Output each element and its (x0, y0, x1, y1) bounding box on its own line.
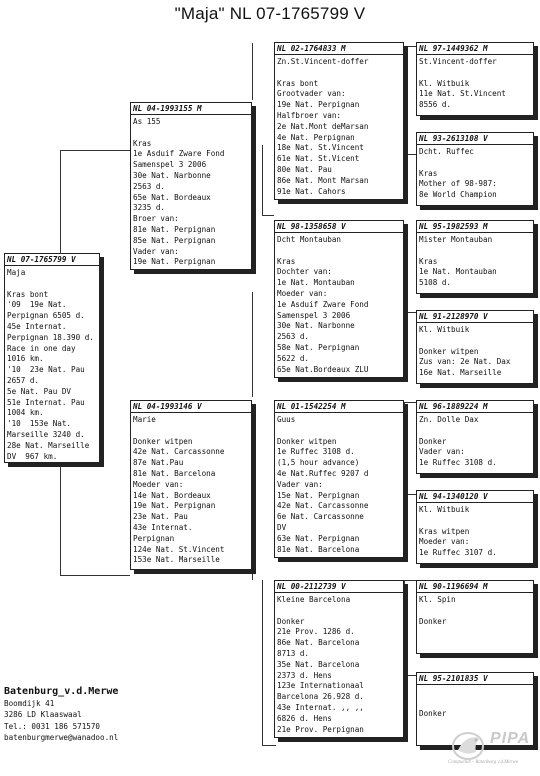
detail-line: Perpignan (133, 533, 175, 543)
pigeon-card-sire-sire (274, 42, 404, 200)
detail-line: 86e Nat. Mont Marsan (277, 175, 369, 185)
detail-line: Perpignan 18.390 d. (7, 332, 94, 342)
detail-line: Dochter van: (277, 267, 332, 277)
pigeon-details (7, 268, 97, 462)
connector-line (404, 402, 416, 403)
detail-line: 1e Asduif Zware Fond (133, 149, 225, 159)
detail-line: Kras bont (7, 289, 49, 299)
detail-line: 15e Nat. Perpignan (277, 490, 360, 500)
connector-line (262, 145, 263, 215)
detail-line: 35e Nat. Barcelona (277, 659, 360, 669)
connector-line (404, 224, 405, 312)
pigeon-details (277, 235, 401, 375)
detail-line: Maja (7, 268, 26, 277)
pigeon-card-dam (130, 400, 252, 570)
connector-line (60, 150, 130, 151)
detail-line: Mother of 98-987: (419, 179, 497, 189)
detail-line: Perpignan 6505 d. (7, 311, 85, 321)
detail-line: 65e Nat. Bordeaux (133, 192, 211, 202)
pigeon-details (419, 687, 531, 719)
detail-line: 80e Nat. Pau (277, 164, 332, 174)
connector-line (252, 43, 253, 100)
detail-line: 28e Nat. Marseille (7, 440, 90, 450)
detail-line: Kl. Witbuik (419, 505, 470, 514)
detail-line: Vader van: (419, 447, 465, 457)
ring-number: NL 96-1889224 M (417, 401, 533, 413)
owner-email: batenburgmerwe@wanadoo.nl (4, 733, 119, 743)
detail-line: 19e Nat. Perpignan (133, 257, 216, 267)
pigeon-card-dam-dam (274, 580, 404, 738)
detail-line: Moeder van: (419, 537, 470, 547)
detail-line: Moeder van: (277, 288, 328, 298)
detail-line: Zn. Dolle Dax (419, 415, 479, 424)
detail-line: Donker witpen (419, 346, 479, 356)
ring-number: NL 94-1340120 V (417, 491, 533, 503)
detail-line: 1e Ruffec 3108 d. (277, 447, 355, 457)
detail-line: (1,5 hour advance) (277, 458, 360, 468)
detail-line: Donker (419, 616, 447, 626)
pigeon-card-ds-dam (416, 490, 534, 564)
connector-line (404, 675, 416, 676)
connector-line (404, 46, 416, 47)
detail-line: 81e Nat. Barcelona (133, 468, 216, 478)
detail-line (7, 279, 97, 290)
pigeon-details (419, 235, 531, 289)
detail-line: 81e Nat. Barcelona (277, 544, 360, 554)
connector-line (262, 745, 276, 746)
detail-line: 5108 d. (419, 278, 452, 288)
detail-line: 1016 km. (7, 354, 44, 364)
detail-line: 123e Internationaal (277, 681, 364, 691)
detail-line: Dcht. Ruffec (419, 147, 474, 156)
detail-line: 2563 d. (277, 332, 310, 342)
detail-line (419, 158, 531, 169)
pigeon-details (277, 415, 401, 555)
ring-number: NL 02-1764833 M (275, 43, 403, 55)
detail-line: Race in one day (7, 343, 76, 353)
detail-line: 4e Nat.Ruffec 9207 d (277, 468, 369, 478)
ring-number: NL 97-1449362 M (417, 43, 533, 55)
detail-line: Samenspel 3 2006 (277, 310, 351, 320)
pigeon-card-ss-sire (416, 42, 534, 116)
detail-line: 81e Nat. Perpignan (133, 224, 216, 234)
connector-line (404, 580, 416, 581)
detail-line: Kleine Barcelona (277, 595, 351, 604)
pigeon-details (277, 595, 401, 735)
detail-line: Vader van: (277, 479, 323, 489)
detail-line: 87e Nat.Pau (133, 458, 184, 468)
detail-line: Kras (419, 168, 438, 178)
detail-line: DV 967 km. (7, 451, 58, 461)
pigeon-card-dam-sire (274, 400, 404, 558)
detail-line (419, 68, 531, 79)
detail-line: Kras (419, 256, 438, 266)
connector-line (60, 575, 130, 576)
detail-line: Kras (133, 138, 152, 148)
detail-line: 1e Nat. Montauban (419, 267, 497, 277)
detail-line: Kl. Spin (419, 595, 456, 604)
detail-line: Dcht Montauban (277, 235, 342, 244)
detail-line: Marseille 3240 d. (7, 429, 85, 439)
detail-line: Grootvader van: (277, 89, 346, 99)
detail-line: 63e Nat. Perpignan (277, 533, 360, 543)
connector-line (404, 494, 416, 495)
detail-line: 85e Nat. Perpignan (133, 235, 216, 245)
detail-line: Kras (277, 256, 296, 266)
detail-line: Halfbroer van: (277, 110, 342, 120)
detail-line: 6826 d. Hens (277, 713, 332, 723)
detail-line: 30e Nat. Narbonne (277, 321, 355, 331)
detail-line (419, 606, 531, 617)
connector-line (262, 580, 263, 745)
pigeon-details (419, 595, 531, 627)
detail-line: 1e Nat. Montauban (277, 278, 355, 288)
detail-line: 2563 d. (133, 181, 166, 191)
pipa-watermark (446, 724, 538, 774)
detail-line: 2373 d. Hens (277, 670, 332, 680)
ring-number: NL 93-2613108 V (417, 133, 533, 145)
detail-line: Kl. Witbuik (419, 78, 470, 88)
detail-line: 65e Nat.Bordeaux ZLU (277, 364, 369, 374)
detail-line: 18e Nat. St.Vincent (277, 143, 364, 153)
connector-line (404, 312, 416, 313)
pigeon-card-ss-dam (416, 132, 534, 206)
detail-line: 43e Internat. ,, ,, (277, 702, 364, 712)
watermark-tagline: Compuclub - Batenburg v.d.Merwe (448, 760, 519, 765)
ring-number: NL 90-1196694 M (417, 581, 533, 593)
pigeon-card-sire (130, 102, 252, 270)
detail-line: Moeder van: (133, 479, 184, 489)
pigeon-details (419, 505, 531, 559)
detail-line: Kras witpen (419, 526, 470, 536)
connector-line (262, 215, 274, 216)
detail-line: 61e Nat. St.Vicent (277, 154, 360, 164)
detail-line: Zus van: 2e Nat. Dax (419, 357, 511, 367)
connector-line (404, 46, 405, 154)
detail-line: 19e Nat. Perpignan (133, 501, 216, 511)
pigeon-card-sd-dam (416, 310, 534, 384)
detail-line: 21e Prov. Perpignan (277, 724, 364, 734)
detail-line: Kras bont (277, 78, 319, 88)
detail-line: Donker witpen (277, 436, 337, 446)
ring-number: NL 04-1993146 V (131, 401, 251, 413)
detail-line: 4e Nat. Perpignan (277, 132, 355, 142)
detail-line: 3235 d. (133, 203, 166, 213)
detail-line: '10 23e Nat. Pau (7, 365, 85, 375)
detail-line: 1004 km. (7, 408, 44, 418)
connector-line (404, 402, 405, 494)
pigeon-card-sd-sire (416, 220, 534, 294)
owner-name: Batenburg_v.d.Merwe (4, 686, 119, 697)
detail-line: 8e World Champion (419, 190, 497, 200)
detail-line: Marie (133, 415, 156, 424)
detail-line: 124e Nat. St.Vincent (133, 544, 225, 554)
detail-line: 8713 d. (277, 648, 310, 658)
owner-address: Boomdijk 41 (4, 698, 55, 708)
detail-line: Barcelona 26.928 d. (277, 692, 364, 702)
detail-line: Donker witpen (133, 436, 193, 446)
detail-line: 23e Nat. Pau (133, 512, 188, 522)
detail-line: 30e Nat. Narbonne (133, 170, 211, 180)
detail-line: Broer van: (133, 214, 179, 224)
ring-number: NL 04-1993155 M (131, 103, 251, 115)
detail-line: 91e Nat. Cahors (277, 186, 346, 196)
detail-line (419, 246, 531, 257)
detail-line: 45e Internat. (7, 321, 67, 331)
detail-line: 2657 d. (7, 375, 40, 385)
detail-line: 43e Internat. (133, 522, 193, 532)
detail-line: 1e Ruffec 3108 d. (419, 458, 497, 468)
pigeon-card-dd-sire (416, 580, 534, 654)
connector-line (60, 150, 61, 253)
watermark-brand: PIPA (490, 730, 531, 747)
detail-line: 8556 d. (419, 100, 452, 110)
owner-contact-block (4, 686, 118, 744)
detail-line: Guus (277, 415, 296, 424)
connector-line (404, 580, 405, 675)
connector-line (404, 154, 416, 155)
pigeon-card-sire-dam (274, 220, 404, 378)
detail-line: 1e Asduif Zware Fond (277, 299, 369, 309)
pigeon-card-ds-sire (416, 400, 534, 474)
detail-line (277, 606, 401, 617)
detail-line (419, 336, 531, 347)
ring-number: NL 95-1982593 M (417, 221, 533, 233)
detail-line (277, 68, 401, 79)
detail-line: Donker (419, 436, 447, 446)
detail-line: Zn.St.Vincent-doffer (277, 57, 369, 66)
pigeon-details (277, 57, 401, 197)
ring-number: NL 01-1542254 M (275, 401, 403, 413)
detail-line: Samenspel 3 2006 (133, 160, 207, 170)
detail-line: Donker (277, 616, 305, 626)
connector-line (60, 462, 61, 575)
pigeon-details (133, 117, 249, 268)
detail-line (419, 687, 531, 698)
detail-line: Mister Montauban (419, 235, 493, 244)
detail-line: 1e Ruffec 3107 d. (419, 548, 497, 558)
ring-number: NL 95-2101835 V (417, 673, 533, 685)
pigeon-details (419, 325, 531, 379)
detail-line: 16e Nat. Marseille (419, 368, 502, 378)
pigeon-details (419, 147, 531, 201)
detail-line (277, 426, 401, 437)
detail-line: As 155 (133, 117, 161, 126)
pigeon-details (419, 415, 531, 469)
detail-line: 21e Prov. 1286 d. (277, 627, 355, 637)
pigeon-details (419, 57, 531, 111)
detail-line: 6e Nat. Carcassonne (277, 512, 364, 522)
detail-line: 51e Internat. Pau (7, 397, 85, 407)
pigeon-details (133, 415, 249, 566)
detail-line (419, 516, 531, 527)
pigeon-logo-icon (446, 724, 492, 764)
detail-line (133, 128, 249, 139)
detail-line (133, 426, 249, 437)
ring-number: NL 98-1358658 V (275, 221, 403, 233)
detail-line (419, 426, 531, 437)
ring-number: NL 91-2128970 V (417, 311, 533, 323)
owner-city: 3286 LD Klaaswaal (4, 710, 82, 720)
pedigree-title: "Maja" NL 07-1765799 V (174, 4, 366, 23)
detail-line (277, 246, 401, 257)
detail-line: 19e Nat. Perpignan (277, 100, 360, 110)
detail-line: 42e Nat. Carcassonne (277, 501, 369, 511)
detail-line: 5e Nat. Pau DV (7, 386, 72, 396)
detail-line: 14e Nat. Bordeaux (133, 490, 211, 500)
detail-line: 5622 d. (277, 353, 310, 363)
owner-phone: Tel.: 0031 186 571570 (4, 721, 101, 731)
detail-line: '10 153e Nat. (7, 419, 72, 429)
detail-line: St.Vincent-doffer (419, 57, 497, 66)
pigeon-card-subject (4, 253, 100, 463)
detail-line: Vader van: (133, 246, 179, 256)
ring-number: NL 07-1765799 V (5, 254, 99, 266)
connector-line (252, 292, 253, 397)
detail-line: 58e Nat. Perpignan (277, 342, 360, 352)
detail-line: Kl. Witbuik (419, 325, 470, 334)
detail-line: DV (277, 522, 287, 532)
detail-line: 11e Nat. St.Vincent (419, 89, 506, 99)
ring-number: NL 00-2112739 V (275, 581, 403, 593)
detail-line: 86e Nat. Barcelona (277, 638, 360, 648)
detail-line: '09 19e Nat. (7, 300, 67, 310)
detail-line: 42e Nat. Carcassonne (133, 447, 225, 457)
detail-line: 153e Nat. Marseille (133, 555, 220, 565)
detail-line (419, 698, 531, 709)
detail-line: Donker (419, 708, 447, 718)
detail-line: 2e Nat.Mont deMarsan (277, 121, 369, 131)
connector-line (252, 420, 253, 580)
